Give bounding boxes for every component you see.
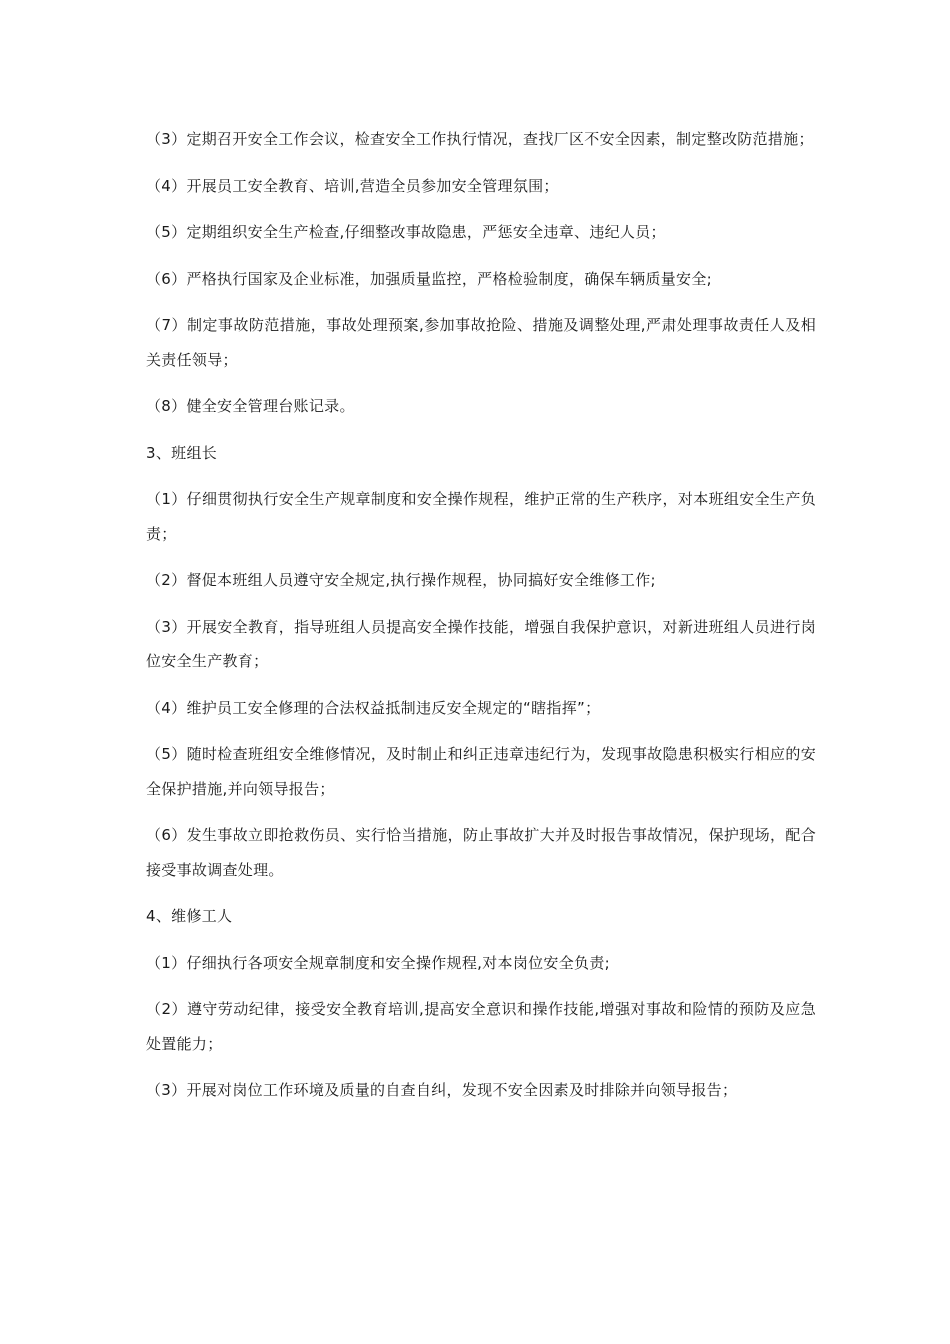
list-item: （1）仔细执行各项安全规章制度和安全操作规程,对本岗位安全负责; (146, 953, 610, 972)
list-item: （7）制定事故防范措施，事故处理预案,参加事故抢险、措施及调整处理,严肃处理事故责任人及相关责任领导； (146, 316, 816, 369)
list-item: （1）仔细贯彻执行安全生产规章制度和安全操作规程，维护正常的生产秩序，对本班组安全生产负责； (146, 490, 816, 543)
list-item: （5）随时检查班组安全维修情况，及时制止和纠正违章违纪行为，发现事故隐患积极实行相应的安全保护措施,并向领导报告； (146, 745, 816, 798)
list-item: （3）开展对岗位工作环境及质量的自查自纠，发现不安全因素及时排除并向领导报告； (146, 1081, 738, 1099)
list-item: （6）严格执行国家及企业标准，加强质量监控，严格检验制度，确保车辆质量安全; (146, 269, 713, 288)
list-item: （6）发生事故立即抢救伤员、实行恰当措施，防止事故扩大并及时报告事故情况，保护现场，配合接受事故调查处理。 (146, 826, 816, 879)
list-item: （8）健全安全管理台账记录。 (146, 397, 355, 415)
section-heading-team-leader: 3、班组长 (146, 443, 218, 462)
list-item: （4）维护员工安全修理的合法权益抵制违反安全规定的“瞎指挥”； (146, 698, 601, 717)
list-item: （4）开展员工安全教育、培训,营造全员参加安全管理氛围； (146, 176, 559, 195)
list-item: （2）遵守劳动纪律，接受安全教育培训,提高安全意识和操作技能,增强对事故和险情的预防及应急处置能力； (146, 1000, 816, 1053)
document-body (146, 122, 816, 1120)
list-item: （2）督促本班组人员遵守安全规定,执行操作规程，协同搞好安全维修工作; (146, 571, 656, 589)
list-item: （3）定期召开安全工作会议，检查安全工作执行情况，查找厂区不安全因素，制定整改防范措施； (146, 130, 814, 148)
list-item: （5）定期组织安全生产检查,仔细整改事故隐患，严惩安全违章、违纪人员； (146, 223, 666, 241)
list-item: （3）开展安全教育，指导班组人员提高安全操作技能，增强自我保护意识，对新进班组人员进行岗位安全生产教育； (146, 617, 816, 670)
section-heading-maintenance-workers: 4、维修工人 (146, 907, 233, 925)
